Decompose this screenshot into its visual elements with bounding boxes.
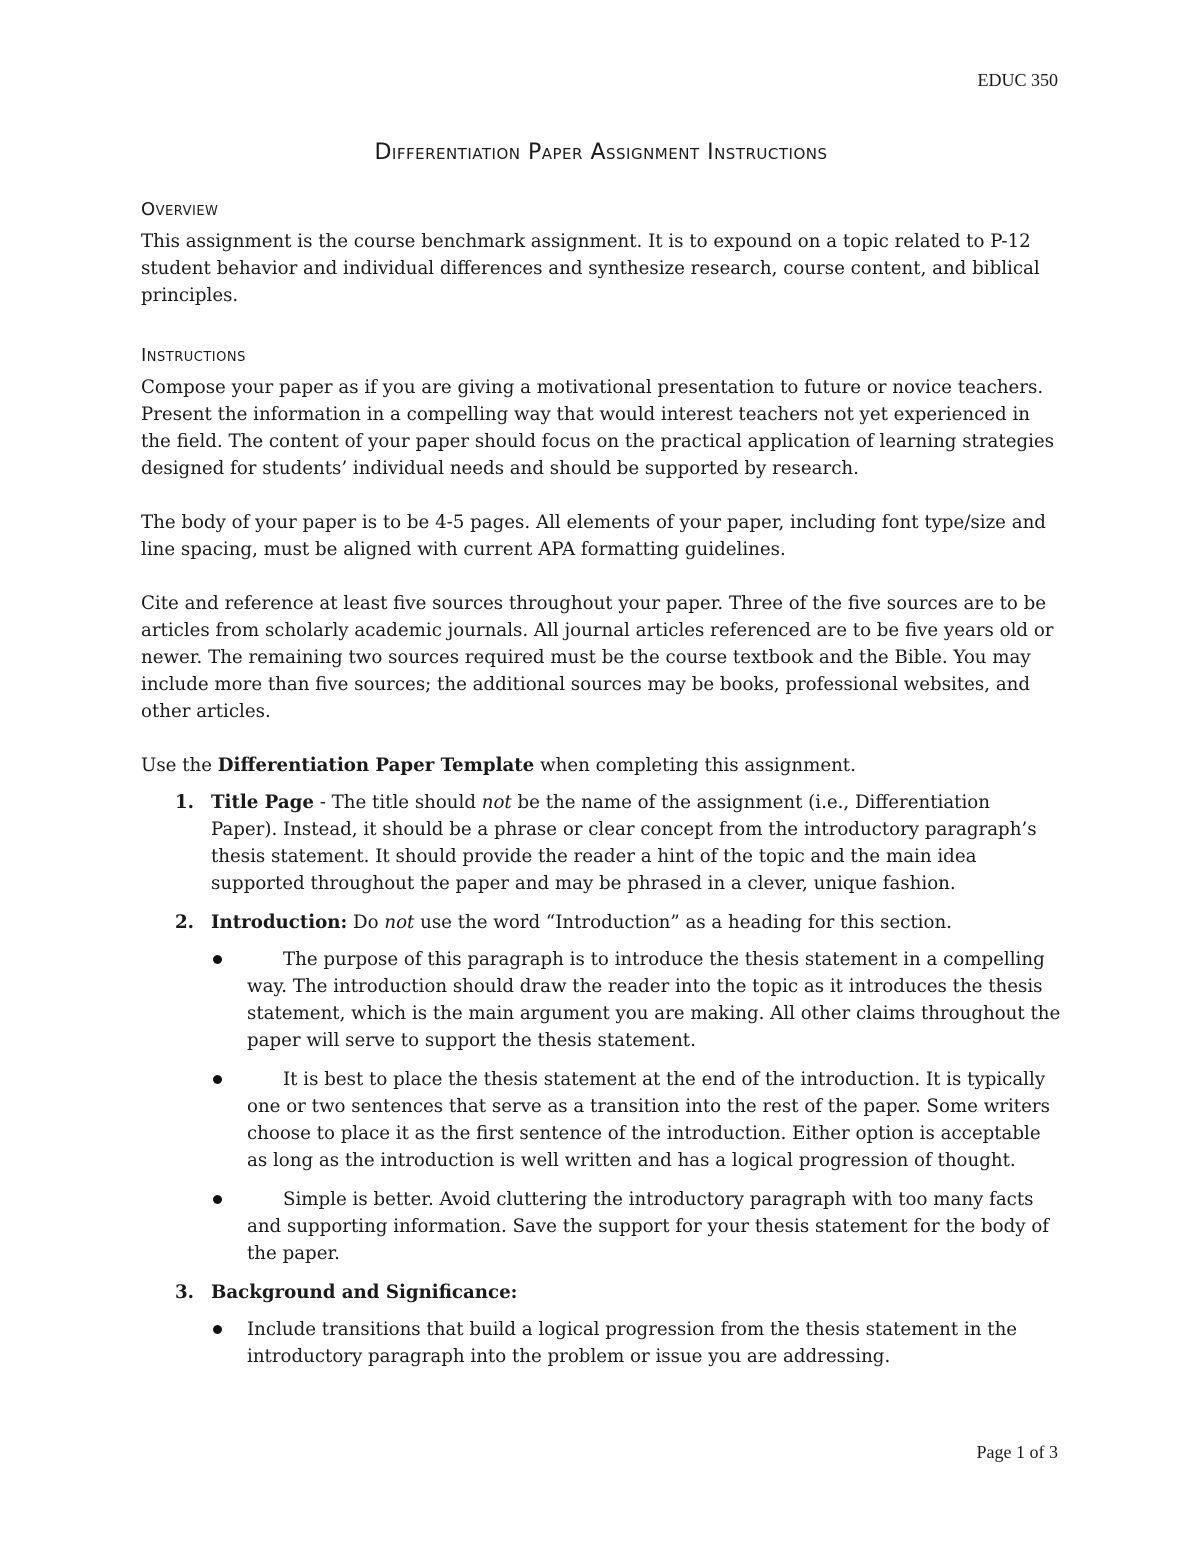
bullet-text: The purpose of this paragraph is to introduce the thesis statement in a compelling way. The introduction should draw the reader into the topic as it introduces the thesis statement, which is the main argument you are making. All other claims throughout the paper will serve to support the thesis statement. [247,949,1061,1051]
template-line-suffix: when completing this assignment. [534,755,856,776]
step-emphasis: not [481,792,512,813]
bullet-icon [213,1075,222,1084]
bullet-icon [213,955,222,964]
step-heading: Background and Significance: [211,1282,518,1303]
instructions-paragraph-1: Compose your paper as if you are giving a motivational presentation to future or novice teachers. Present the information in a compelling way that would interest teachers not yet experienced in the field. The content of your paper should focus on the practical application of learning strategies designed for students’ individual needs and should be supported by research. [141,377,1055,479]
overview-paragraph: This assignment is the course benchmark assignment. It is to expound on a topic related to P-12 student behavior and individual differences and synthesize research, course content, and biblical principles. [141,231,1040,306]
step-text-part: - The title should [313,792,482,813]
list-item [211,1186,1061,1267]
bullet-text: Simple is better. Avoid cluttering the introductory paragraph with too many facts and supporting information. Save the support for your thesis statement for the body of the paper. [247,1189,1050,1264]
footer-page-number: Page 1 of 3 [976,1442,1058,1462]
step-text-part: be the name of the assignment (i.e., Differentiation Paper). Instead, it should be a phrase or clear concept from the introductory paragraph’s thesis statement. It should provide the reader a hint of the topic and the main idea supported throughout the paper and may be phrased in a clever, unique fashion. [211,792,1037,894]
step-number: 2. [175,912,194,933]
step-text [211,789,1061,897]
step-introduction [141,909,1061,1267]
template-line-prefix: Use the [141,755,218,776]
document-body [141,140,1061,1382]
step-number: 3. [175,1282,194,1303]
step-text [211,1279,1061,1306]
bullet-icon [213,1195,222,1204]
header-course-code: EDUC 350 [977,70,1058,90]
step-text-part: Do [347,912,385,933]
list-item [211,1316,1061,1370]
step-text-part: use the word “Introduction” as a heading for this section. [414,912,952,933]
template-name: Differentiation Paper Template [217,755,535,776]
overview-heading: Overview [141,199,219,220]
step-background-significance [141,1279,1061,1370]
steps-list [141,789,1061,1370]
background-bullets [211,1316,1061,1370]
instructions-paragraph-2: The body of your paper is to be 4-5 pages. All elements of your paper, including font type/size and line spacing, must be aligned with current APA formatting guidelines. [141,512,1046,560]
step-heading: Title Page [211,792,314,813]
instructions-heading: Instructions [141,345,246,366]
step-number: 1. [175,792,194,813]
introduction-bullets [211,946,1061,1267]
step-text [211,909,1061,936]
template-instruction-line [141,752,1061,779]
step-heading: Introduction: [211,912,348,933]
bullet-text: Include transitions that build a logical progression from the thesis statement in the introductory paragraph into the problem or issue you are addressing. [247,1319,1018,1367]
step-emphasis: not [384,912,415,933]
instructions-paragraph-3: Cite and reference at least five sources throughout your paper. Three of the five sources are to be articles from scholarly academic journals. All journal articles referenced are to be five years old or newer. The remaining two sources required must be the course textbook and the Bible. You may include more than five sources; the additional sources may be books, professional websites, and other articles. [141,593,1054,722]
list-item [211,1066,1061,1174]
document-title: Differentiation Paper Assignment Instructions [374,140,828,165]
bullet-icon [213,1325,222,1334]
step-title-page [141,789,1061,897]
list-item [211,946,1061,1054]
bullet-text: It is best to place the thesis statement at the end of the introduction. It is typically one or two sentences that serve as a transition into the rest of the paper. Some writers choose to place it as the first sentence of the introduction. Either option is acceptable as long as the introduction is well written and has a logical progression of thought. [247,1069,1050,1171]
